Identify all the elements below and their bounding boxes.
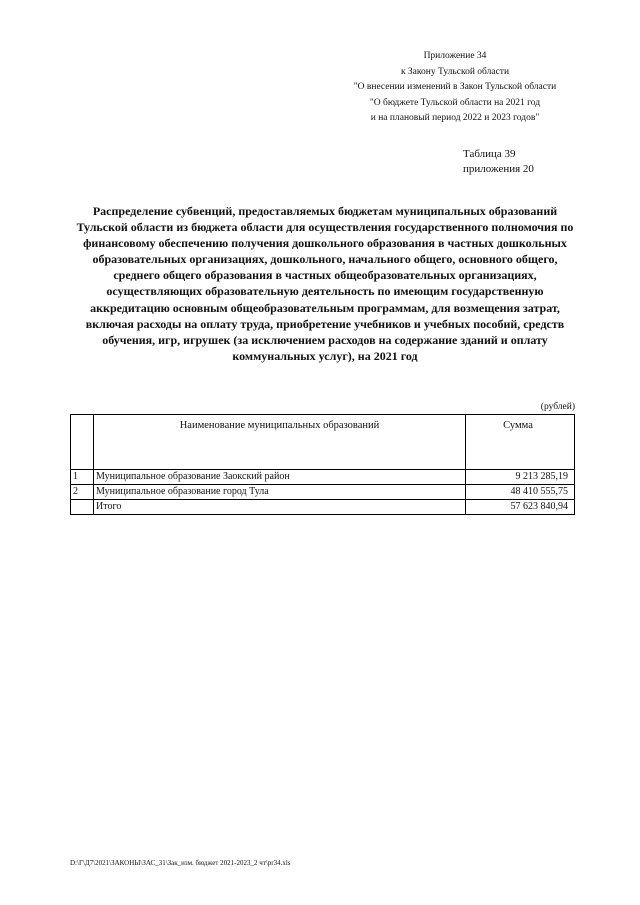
appendix-line: Приложение 34 [423,51,487,61]
row-name: Муниципальное образование Заокский район [94,470,466,485]
table-ref-line: Таблица 39 [463,148,516,160]
units-label: (рублей) [540,402,575,412]
appendix-header [330,49,580,127]
row-number [71,500,94,515]
row-number: 2 [71,485,94,500]
row-number: 1 [71,470,94,485]
table-row [71,485,575,500]
appendix-line: к Закону Тульской области [400,66,510,77]
file-path-footer: D:\Г\Д7\2021\ЗАКОНЫ\ЗАС_31\Зак_изм. бюджет 2021-2023_2 чт\pr34.xls [70,859,291,867]
row-name: Итого [94,500,466,515]
header-number [71,415,94,470]
table-row [71,470,575,485]
table-total-row [71,500,575,515]
document-title: Распределение субвенций, предоставляемых бюджетам муниципальных образований Тульской области из бюджета области для осуществления государственного полномочия по финансовому обеспечению получения дошкольного образования в частных дошкольных образовательных организациях, дошкольного, начального общего, основного общего, среднего общего образования в частных общеобразовательных организациях, осуществляющих образовательную деятельность по имеющим государственную аккредитацию основным общеобразовательным программам, для возмещения затрат, включая расходы на оплату труда, приобретение учебников и учебных пособий, средств обучения, игр, игрушек (за исключением расходов на содержание зданий и оплату коммунальных услуг), на 2021 год [76,204,574,363]
appendix-line: и на плановый период 2022 и 2023 годов" [370,113,540,123]
appendix-line: "О внесении изменений в Закон Тульской области [353,82,557,92]
row-sum: 48 410 555,75 [466,485,575,500]
row-name: Муниципальное образование город Тула [94,485,466,500]
row-sum: 9 213 285,19 [466,470,575,485]
table-ref-line: приложения 20 [463,163,534,175]
table-header-row [71,415,575,470]
header-name: Наименование муниципальных образований [94,415,466,470]
header-sum: Сумма [466,415,575,470]
table-reference [463,147,534,177]
row-sum: 57 623 840,94 [466,500,575,515]
subsidies-table [70,414,575,515]
appendix-line: "О бюджете Тульской области на 2021 год [369,97,541,108]
